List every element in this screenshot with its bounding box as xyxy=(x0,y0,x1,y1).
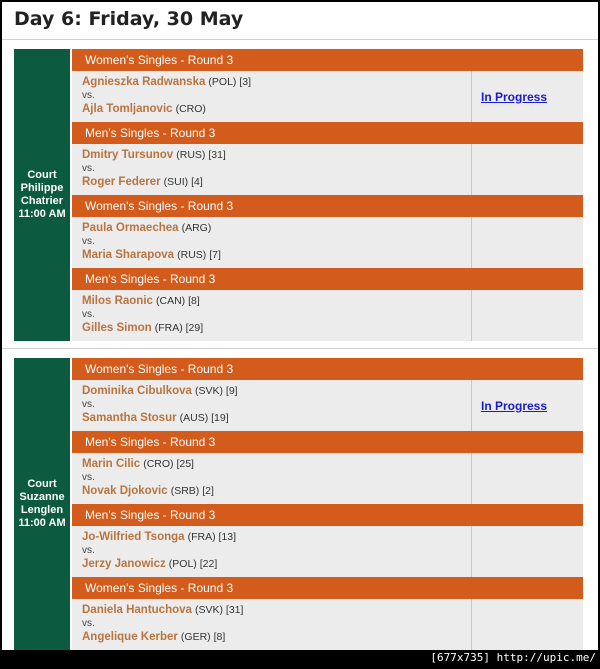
match-row xyxy=(72,195,583,268)
court-name-cell xyxy=(14,358,70,650)
player-country-seed: (SVK) [31] xyxy=(194,604,244,616)
round-header: Women's Singles - Round 3 xyxy=(72,49,583,71)
player-name-link[interactable]: Daniela Hantuchova xyxy=(82,604,192,616)
match-row xyxy=(72,268,583,341)
court-name-cell xyxy=(14,49,70,341)
player-name-link[interactable]: Maria Sharapova xyxy=(82,249,175,261)
player-name-link[interactable]: Agnieszka Radwanska xyxy=(82,76,206,88)
player-two xyxy=(82,176,203,188)
versus-label: vs. xyxy=(82,472,95,483)
player-name-link[interactable]: Angelique Kerber xyxy=(82,631,178,643)
court-block xyxy=(14,49,584,341)
status-cell xyxy=(471,453,583,504)
player-country-seed: (SUI) [4] xyxy=(163,176,203,188)
court-name-line: Chatrier xyxy=(20,195,64,207)
court-name-line: Court xyxy=(27,169,57,181)
match-body xyxy=(72,290,583,341)
match-row xyxy=(72,504,583,577)
player-two xyxy=(82,322,203,334)
player-country-seed: (POL) [3] xyxy=(208,76,252,88)
player-name-link[interactable]: Dominika Cibulkova xyxy=(82,385,192,397)
versus-label: vs. xyxy=(82,545,95,556)
player-one xyxy=(82,385,238,397)
match-row xyxy=(72,49,583,122)
match-body xyxy=(72,453,583,504)
match-status-link[interactable]: In Progress xyxy=(481,89,548,104)
round-header: Women's Singles - Round 3 xyxy=(72,358,583,380)
page-title: Day 6: Friday, 30 May xyxy=(14,8,244,30)
versus-label: vs. xyxy=(82,236,95,247)
player-country-seed: (AUS) [19] xyxy=(179,412,229,424)
round-header: Men's Singles - Round 3 xyxy=(72,268,583,290)
court-block xyxy=(14,358,584,650)
player-one xyxy=(82,295,200,307)
match-row xyxy=(72,122,583,195)
player-one xyxy=(82,531,236,543)
versus-label: vs. xyxy=(82,309,95,320)
player-two xyxy=(82,631,225,643)
round-header: Men's Singles - Round 3 xyxy=(72,504,583,526)
court-divider xyxy=(2,348,598,349)
match-body xyxy=(72,599,583,650)
versus-label: vs. xyxy=(82,399,95,410)
player-two xyxy=(82,412,229,424)
versus-label: vs. xyxy=(82,90,95,101)
round-header: Men's Singles - Round 3 xyxy=(72,431,583,453)
match-body xyxy=(72,526,583,577)
player-country-seed: (RUS) [31] xyxy=(176,149,226,161)
player-two xyxy=(82,249,221,261)
player-country-seed: (POL) [22] xyxy=(168,558,218,570)
title-divider xyxy=(2,39,598,40)
round-header: Women's Singles - Round 3 xyxy=(72,195,583,217)
player-one xyxy=(82,458,194,470)
player-name-link[interactable]: Gilles Simon xyxy=(82,322,152,334)
player-country-seed: (CAN) [8] xyxy=(156,295,200,307)
court-name-line: Lenglen xyxy=(20,504,64,516)
status-cell xyxy=(471,217,583,268)
player-name-link[interactable]: Milos Raonic xyxy=(82,295,153,307)
player-name-link[interactable]: Jerzy Janowicz xyxy=(82,558,166,570)
round-header: Men's Singles - Round 3 xyxy=(72,122,583,144)
versus-label: vs. xyxy=(82,618,95,629)
player-country-seed: (SRB) [2] xyxy=(170,485,214,497)
player-one xyxy=(82,604,243,616)
court-name-line: Suzanne xyxy=(19,491,65,503)
match-list xyxy=(72,49,583,341)
player-country-seed: (RUS) [7] xyxy=(177,249,221,261)
status-cell xyxy=(471,526,583,577)
status-cell xyxy=(471,599,583,650)
match-status-link[interactable]: In Progress xyxy=(481,398,548,413)
match-body xyxy=(72,380,583,431)
round-header: Women's Singles - Round 3 xyxy=(72,577,583,599)
court-name-line: 11:00 AM xyxy=(18,517,66,529)
player-one xyxy=(82,76,251,88)
court-name-line: Court xyxy=(27,478,57,490)
player-country-seed: (GER) [8] xyxy=(180,631,226,643)
court-name-line: Philippe xyxy=(20,182,64,194)
player-country-seed: (ARG) xyxy=(181,222,212,234)
status-cell xyxy=(471,71,583,122)
player-name-link[interactable]: Samantha Stosur xyxy=(82,412,177,424)
status-cell xyxy=(471,290,583,341)
player-country-seed: (CRO) [25] xyxy=(143,458,194,470)
watermark-text: [677x735] http://upic.me/ xyxy=(430,651,596,664)
versus-label: vs. xyxy=(82,163,95,174)
player-country-seed: (SVK) [9] xyxy=(194,385,238,397)
match-list xyxy=(72,358,583,650)
player-two xyxy=(82,485,214,497)
player-name-link[interactable]: Paula Ormaechea xyxy=(82,222,179,234)
status-cell xyxy=(471,144,583,195)
player-one xyxy=(82,222,211,234)
player-name-link[interactable]: Marin Cilic xyxy=(82,458,141,470)
player-country-seed: (CRO) xyxy=(175,103,206,115)
player-one xyxy=(82,149,226,161)
match-row xyxy=(72,358,583,431)
match-row xyxy=(72,431,583,504)
schedule-panel xyxy=(1,1,599,651)
court-name-line: 11:00 AM xyxy=(18,208,66,220)
player-name-link[interactable]: Novak Djokovic xyxy=(82,485,168,497)
player-two xyxy=(82,103,206,115)
status-cell xyxy=(471,380,583,431)
player-name-link[interactable]: Ajla Tomljanovic xyxy=(82,103,173,115)
player-country-seed: (FRA) [13] xyxy=(187,531,237,543)
player-name-link[interactable]: Dmitry Tursunov xyxy=(82,149,174,161)
match-body xyxy=(72,217,583,268)
match-body xyxy=(72,71,583,122)
player-name-link[interactable]: Jo-Wilfried Tsonga xyxy=(82,531,185,543)
match-row xyxy=(72,577,583,650)
match-body xyxy=(72,144,583,195)
player-country-seed: (FRA) [29] xyxy=(154,322,204,334)
player-name-link[interactable]: Roger Federer xyxy=(82,176,161,188)
player-two xyxy=(82,558,217,570)
